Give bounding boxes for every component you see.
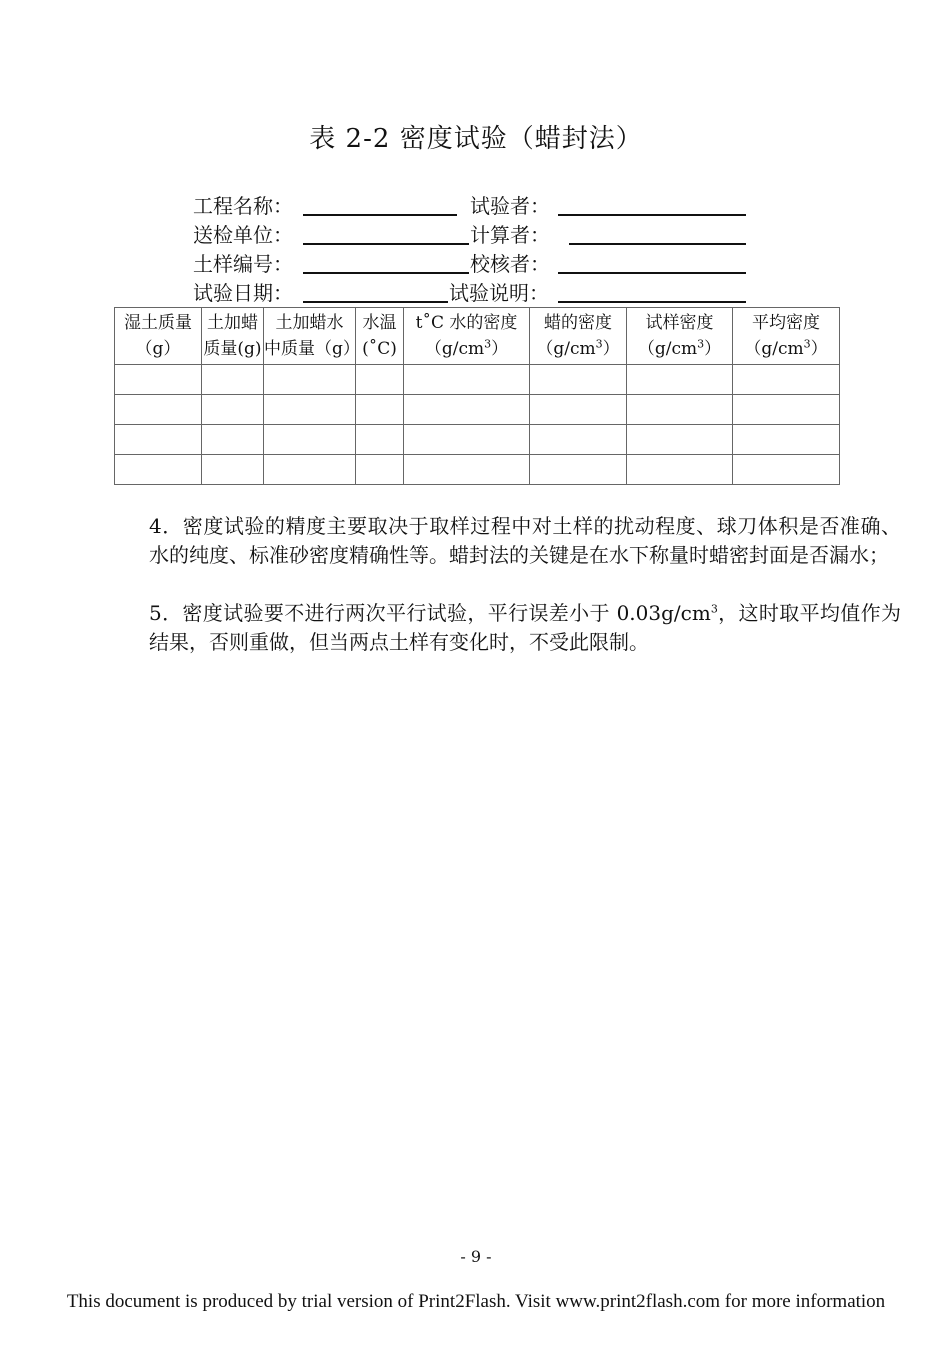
table-cell[interactable] xyxy=(733,425,840,455)
table-header-row xyxy=(115,308,840,365)
header-soil-wax-water-mass: 土加蜡水 中质量（g） xyxy=(264,308,356,365)
table-cell[interactable] xyxy=(356,395,404,425)
table-cell[interactable] xyxy=(202,365,264,395)
table-cell[interactable] xyxy=(202,395,264,425)
sample-no-line[interactable] xyxy=(303,272,469,274)
table-cell[interactable] xyxy=(115,365,202,395)
table-cell[interactable] xyxy=(530,455,627,485)
table-cell[interactable] xyxy=(627,425,733,455)
table-cell[interactable] xyxy=(264,395,356,425)
header-water-density: t˚C 水的密度 $(g/cm^3)$ xyxy=(404,308,530,365)
table-cell[interactable] xyxy=(530,365,627,395)
table-row xyxy=(115,455,840,485)
table-cell[interactable] xyxy=(115,425,202,455)
note-5-superscript: 3 xyxy=(710,602,718,616)
table-cell[interactable] xyxy=(530,395,627,425)
project-name-line[interactable] xyxy=(303,214,457,216)
note-5-text-b: ，这时取平均值作为结果，否则重做，但当两点土样有变化时，不受此限制。 xyxy=(149,601,901,654)
table-cell[interactable] xyxy=(356,455,404,485)
checker-label: 校核者： xyxy=(470,252,550,276)
test-date-line[interactable] xyxy=(303,301,448,303)
header-water-temp: 水温 (˚C) xyxy=(356,308,404,365)
note-5-text-a: 5．密度试验要不进行两次平行试验，平行误差小于 0.03g/cm xyxy=(149,601,711,625)
calculator-line[interactable] xyxy=(569,243,746,245)
table-cell[interactable] xyxy=(404,455,530,485)
table-cell[interactable] xyxy=(356,425,404,455)
test-date-label: 试验日期： xyxy=(193,281,293,305)
table-cell[interactable] xyxy=(404,395,530,425)
table-cell[interactable] xyxy=(733,455,840,485)
client-unit-line[interactable] xyxy=(303,243,469,245)
table-cell[interactable] xyxy=(404,365,530,395)
header-wet-soil-mass: 湿土质量 （g） xyxy=(115,308,202,365)
table-cell[interactable] xyxy=(115,455,202,485)
table-cell[interactable] xyxy=(404,425,530,455)
table-cell[interactable] xyxy=(627,455,733,485)
trial-footer: This document is produced by trial version of Print2Flash. Visit www.print2flash.com for more information xyxy=(66,1291,886,1312)
table-cell[interactable] xyxy=(627,365,733,395)
tester-line[interactable] xyxy=(558,214,746,216)
note-paragraph-5 xyxy=(107,599,901,657)
table-title: 表 2-2 密度试验（蜡封法） xyxy=(309,124,643,154)
table-cell[interactable] xyxy=(733,365,840,395)
table-cell[interactable] xyxy=(264,425,356,455)
table-row xyxy=(115,425,840,455)
test-note-label: 试验说明： xyxy=(449,281,549,305)
table-cell[interactable] xyxy=(264,455,356,485)
table-cell[interactable] xyxy=(733,395,840,425)
project-name-label: 工程名称： xyxy=(193,194,293,218)
table-cell[interactable] xyxy=(627,395,733,425)
header-sample-density: 试样密度 $(g/cm^3)$ xyxy=(627,308,733,365)
density-test-table xyxy=(114,307,840,485)
table-cell[interactable] xyxy=(530,425,627,455)
client-unit-label: 送检单位： xyxy=(193,223,293,247)
header-average-density: 平均密度 $(g/cm^3)$ xyxy=(733,308,840,365)
table-row xyxy=(115,395,840,425)
page-number: - 9 - xyxy=(460,1247,492,1266)
checker-line[interactable] xyxy=(558,272,746,274)
header-soil-wax-mass: 土加蜡 质量(g) xyxy=(202,308,264,365)
table-cell[interactable] xyxy=(202,455,264,485)
sample-no-label: 土样编号： xyxy=(193,252,293,276)
test-note-line[interactable] xyxy=(558,301,746,303)
note-paragraph-4: 4．密度试验的精度主要取决于取样过程中对土样的扰动程度、球刀体积是否准确、水的纯度、标准砂密度精确性等。蜡封法的关键是在水下称量时蜡密封面是否漏水； xyxy=(149,514,901,567)
calculator-label: 计算者： xyxy=(470,223,550,247)
table-cell[interactable] xyxy=(356,365,404,395)
table-cell[interactable] xyxy=(202,425,264,455)
table-cell[interactable] xyxy=(264,365,356,395)
table-row xyxy=(115,365,840,395)
table-cell[interactable] xyxy=(115,395,202,425)
header-wax-density: 蜡的密度 $(g/cm^3)$ xyxy=(530,308,627,365)
tester-label: 试验者： xyxy=(470,194,550,218)
